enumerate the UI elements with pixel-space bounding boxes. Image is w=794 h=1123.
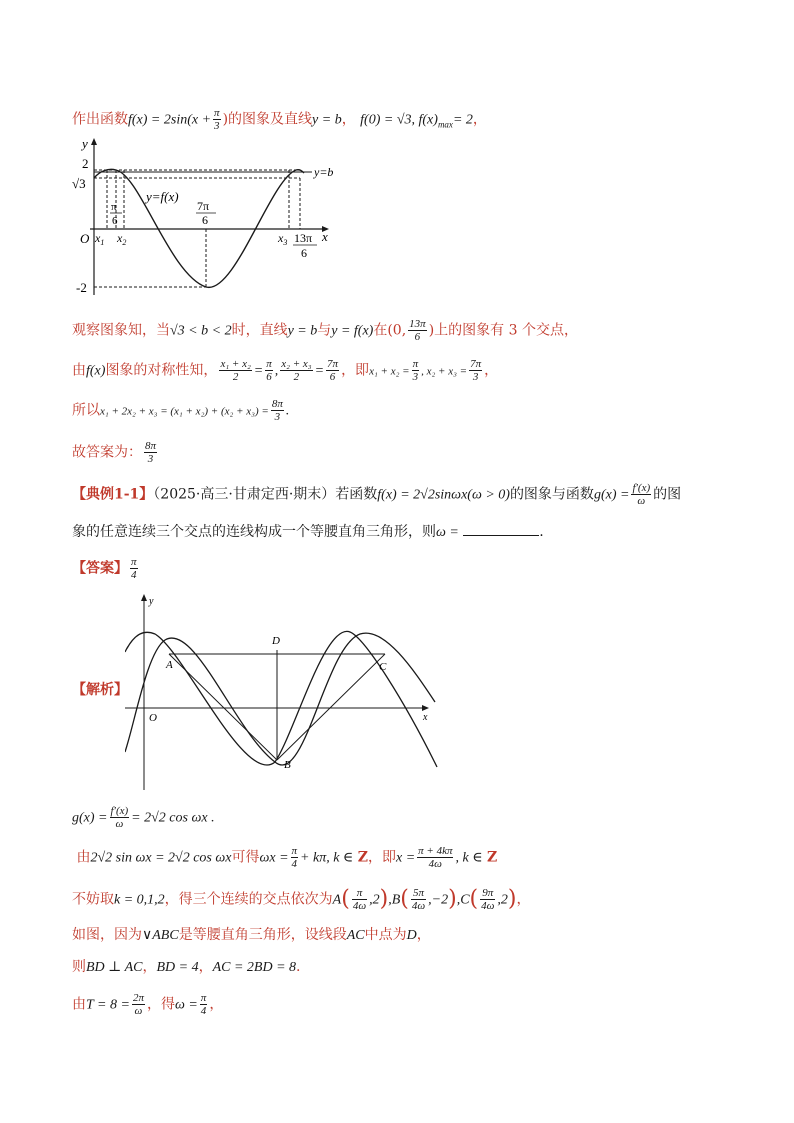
sine-graph-2 [125,592,440,792]
denominator: 2 [232,371,239,383]
text: ， [209,996,224,1013]
point-a-label: A [166,659,173,671]
tick-neg2: -2 [76,280,87,295]
fraction [480,887,495,912]
point-a: A [332,892,342,908]
text: 故答案为： [72,444,142,461]
y-axis-label: y [82,136,88,151]
analysis-section [72,680,128,700]
formula-f0: f(0) = √3, f(x) [360,112,438,128]
numerator: x₁ + x₂ [220,358,251,370]
fraction [417,845,453,870]
y-axis-label: y [149,596,154,607]
point-c: C [460,892,470,908]
numerator: π [131,556,137,568]
denominator: 3 [412,371,419,383]
analysis-tag: 【解析】 [72,682,128,698]
text: 的图象与函数 [509,486,594,503]
numerator: π [214,107,220,119]
tick-pi6-den: 6 [112,215,118,227]
text: . [296,959,301,975]
text: ，得 [146,996,175,1013]
answer-blank[interactable] [463,521,539,536]
numerator: 7π [470,358,482,370]
numerator: f′(x) [110,805,129,817]
formula: ωx = [259,850,289,866]
formula-f: f(x) = 2√2sinωx(ω > 0) [377,487,510,503]
text: 不妨取 [72,891,114,908]
denominator: 2 [293,371,300,383]
formula: 2√2 sin ωx = 2√2 cos ωx [90,850,232,866]
formula-g: g(x) = [593,487,630,503]
text: （2025·高三·甘肃定西·期末）若函数 [153,486,378,503]
tick-2: 2 [82,156,89,171]
point-c-label: C [379,661,387,673]
denominator: 6 [414,331,421,343]
text: 在(0, [373,322,407,339]
segment-bc [277,654,385,760]
formula: , x₂ + x₃ = [421,365,468,378]
numerator: f′(x) [632,482,651,494]
fraction [110,805,130,830]
text: 由 [72,996,86,1013]
sin-curve [125,633,435,765]
text: 可得 [231,849,260,866]
denominator: ω [134,1005,143,1017]
text: 象的任意连续三个交点的连线构成一个等腰直角三角形，则 [72,524,436,540]
tick-x3: $x_3$ [278,231,288,247]
tick-7pi6-den: 6 [202,213,208,227]
text: 是等腰直角三角形，设线段 [178,927,347,943]
answer-tag: 【答案】 [72,560,128,577]
formula: x₁ + 2x₂ + x₃ = (x₁ + x₂) + (x₂ + x₃) = [100,405,269,418]
formula-eq: = 2 [452,112,473,128]
text: ， [198,959,213,975]
text: ， [341,111,356,128]
origin-label: O [80,231,90,246]
formula-fx: f(x) [86,363,106,379]
denominator: 4ω [481,900,495,912]
denominator: 3 [147,453,154,465]
fraction [130,556,138,581]
numerator: π [412,358,419,370]
formula: , k ∈ [455,850,483,866]
fraction [219,358,251,383]
text: ， [142,959,157,975]
text: . [539,524,544,540]
solution-line-3: 不妨取k = 0,1,2，得三个连续的交点依次为A( $\frac{\pi}{4\omega}$ ,2),B( $\frac{5\pi}{4\omega}$ ,−2),C( $\frac{9\pi}{4\omega}$ ,2)， [72,886,531,912]
solution-line-2 [72,845,497,870]
numerator: π [266,358,272,370]
fraction [200,992,208,1017]
statement-line-2 [72,318,578,343]
text: 则 [72,959,86,975]
numerator: 13π [409,318,426,330]
statement-line-4 [72,398,289,423]
numerator: 9π [480,887,495,900]
set-z: Z [357,849,368,866]
text: ，即 [341,362,370,379]
numerator: π + 4kπ [418,845,453,857]
x-axis-label: x [322,229,328,244]
y-axis-arrow [91,138,97,145]
tick-13pi6-num: 13π [294,231,313,245]
fraction [352,887,367,912]
formula: BD ⊥ AC [86,960,143,975]
coord: ,−2 [428,892,449,908]
fraction [408,318,427,343]
solution-line-4 [72,925,431,946]
denominator: 6 [266,371,272,383]
text: 图象的对称性知， [105,362,218,379]
fraction [280,358,312,383]
formula-yb: y = b [312,112,342,128]
formula-k: k = 0,1,2 [114,892,165,908]
denominator: 6 [329,371,336,383]
fraction [291,845,299,870]
numerator: 7π [327,358,339,370]
formula-result: = 2√2 cos ωx . [131,810,215,826]
text: 与 [317,322,332,339]
tick-7pi6-num: 7π [197,199,210,213]
text: )的图象及直线 [222,111,313,128]
formula-yb: y = b [287,323,318,339]
denominator: 4ω [411,900,426,912]
fraction [412,358,420,383]
denominator: 4 [200,1005,207,1017]
text: . [285,403,290,419]
fraction [631,482,651,507]
denominator: 4ω [428,858,442,870]
formula-fx: f(x) = 2sin(x + [128,112,212,128]
example-line-1 [72,482,681,507]
text: ， [472,111,487,128]
text: 所以 [72,402,100,419]
segment-ab [169,654,277,760]
solution-line-5 [72,957,300,978]
denominator: 4 [291,858,298,870]
point-b-label: B [284,759,291,771]
numerator: 8π [271,398,283,410]
tick-root3: √3 [72,176,86,191]
text: 如图，因为 [72,927,142,943]
formula-w: ω = [436,525,459,540]
example-tag: 【典例1-1】 [72,486,154,503]
fraction [265,358,273,383]
point-b: B [391,892,401,908]
denominator: 3 [214,120,220,132]
text: ， [484,362,499,379]
formula: ω = [174,997,198,1013]
set-z: Z [487,849,498,866]
fraction [132,992,145,1017]
text: 时，直线 [231,322,288,339]
formula: AC [346,928,365,943]
formula: x = [395,850,416,866]
numerator: 8π [145,440,157,452]
numerator: π [291,845,298,857]
statement-line-1 [72,107,487,134]
sine-graph-1 [70,135,350,300]
formula-yfx: y = f(x) [331,323,374,339]
cos-curve [125,631,437,767]
tick-x1: $x_1$ [95,231,105,247]
origin-label: O [149,712,157,724]
fraction [326,358,339,383]
point-d-label: D [272,635,280,647]
formula: T = 8 = [86,997,130,1013]
text: ，得三个连续的交点依次为 [164,891,333,908]
statement-line-3: 由f(x)图象的对称性知， $\frac{\text{x₁ + x₂}}{2}$ = $\frac{\pi}{6}$ , $\frac{\text{x₂ + x₃}}{2}$ = $\frac{7\pi}{6}$ ，即x₁ + x₂ = $\frac{\pi}{3}$ , x₂ + x₃ = $\frac{7\pi}{3}$ ， [72,358,499,383]
formula-cond: √3 < b < 2 [170,323,232,339]
answer-line [72,440,159,465]
denominator: ω [637,495,646,507]
text: 由 [76,849,91,866]
subscript: max [437,119,453,130]
formula: ∨ABC [142,928,179,943]
x-axis-label: x [423,712,428,723]
tick-13pi6-den: 6 [301,246,307,260]
text: )上的图象有 3 个交点， [428,322,578,339]
answer-section [72,556,140,581]
text: ， [516,891,531,908]
numerator: π [200,992,207,1004]
formula: BD = 4 [156,960,199,975]
text: 由 [72,362,86,379]
tick-x2: $x_2$ [117,231,127,247]
denominator: ω [115,818,124,830]
sine-curve [94,169,304,287]
formula: x₁ + x₂ = [369,365,410,378]
fraction [144,440,157,465]
text: ， [416,927,431,943]
coord: ,2 [369,892,380,908]
solution-line-6 [72,992,223,1017]
formula-g: g(x) = [72,810,108,826]
example-line-2 [72,521,544,543]
fraction [411,887,426,912]
coord: ,2 [497,892,508,908]
fraction [213,107,221,132]
text: ，即 [367,849,396,866]
numerator: x₂ + x₃ [281,358,312,370]
text: 中点为 [364,927,407,943]
label-y-fx: y=f(x) [146,189,179,204]
formula: + kπ, k ∈ [300,850,354,866]
denominator: 3 [472,371,479,383]
denominator: 4 [131,569,137,581]
formula: AC = 2BD = 8 [212,960,297,975]
fraction [469,358,482,383]
label-y-b: y=b [314,165,334,179]
tick-pi6-num: π [111,201,117,213]
numerator: π [352,887,367,900]
text: 观察图象知，当 [72,322,170,339]
x-axis-arrow [422,705,429,711]
numerator: 5π [411,887,426,900]
fraction [271,398,284,423]
solution-line-1 [72,805,215,830]
denominator: 3 [274,411,281,423]
text: 作出函数 [72,111,128,128]
denominator: 4ω [352,900,367,912]
numerator: 2π [132,992,144,1004]
y-axis-arrow [141,594,147,601]
formula: D [406,928,417,943]
text: 的图 [653,486,682,503]
